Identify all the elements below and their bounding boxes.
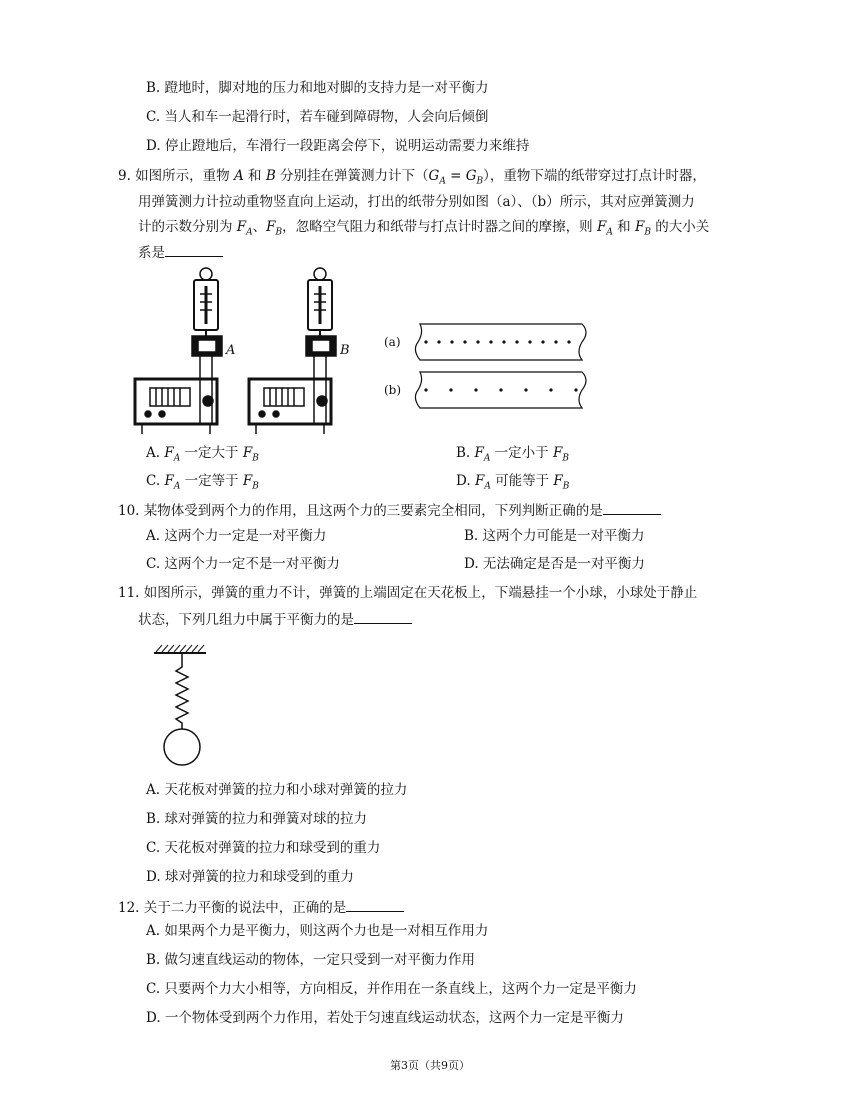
spring-coil — [176, 653, 188, 729]
q9-option-b: B. $F_A$ 一定小于 $F_B$ — [456, 445, 569, 464]
label-a: A — [226, 343, 236, 358]
answer-blank — [346, 897, 404, 912]
q9-stem-line3: 计的示数分别为 $F_A$、$F_B$，忽略空气阻力和纸带与打点计时器之间的摩擦，则 $F_A$ 和 $F_B$ 的大小关 — [138, 219, 710, 238]
q9-stem-line4: 系是 — [138, 242, 223, 263]
q10-option-b: B. 这两个力可能是一对平衡力 — [464, 528, 645, 544]
q9-stem-line2: 用弹簧测力计拉动重物竖直向上运动，打出的纸带分别如图（a）、（b）所示，其对应弹簧测力 — [138, 194, 695, 210]
q12-option-a: A. 如果两个力是平衡力，则这两个力也是一对相互作用力 — [146, 923, 489, 939]
apparatus-b — [249, 268, 336, 434]
q11-option-a: A. 天花板对弹簧的拉力和小球对弹簧的拉力 — [146, 782, 408, 798]
tape-b-dots — [424, 388, 577, 391]
answer-blank — [354, 609, 412, 624]
q9-option-d: D. $F_A$ 可能等于 $F_B$ — [456, 473, 570, 492]
answer-blank — [603, 500, 661, 515]
q8-option-b: B. 蹬地时，脚对地的压力和地对脚的支持力是一对平衡力 — [146, 80, 489, 96]
tape-a — [415, 324, 586, 360]
tape-a-label: (a) — [384, 335, 401, 349]
q8-option-c: C. 当人和车一起滑行时，若车碰到障碍物，人会向后倾倒 — [146, 109, 489, 125]
ball — [164, 729, 200, 765]
answer-blank — [165, 242, 223, 257]
q9-stem-line1: 9. 如图所示，重物 A 和 B 分别挂在弹簧测力计下$(G_A = G_B)$，重物下端的纸带穿过打点计时器， — [118, 168, 706, 187]
page-footer: 第3页（共9页） — [390, 1059, 470, 1072]
q11-option-d: D. 球对弹簧的拉力和球受到的重力 — [146, 869, 354, 885]
q8-option-d: D. 停止蹬地后，车滑行一段距离会停下，说明运动需要力来维持 — [146, 138, 530, 154]
tape-a-dots — [424, 340, 570, 343]
q12-option-b: B. 做匀速直线运动的物体，一定只受到一对平衡力作用 — [146, 952, 476, 968]
q12-option-c: C. 只要两个力大小相等，方向相反，并作用在一条直线上，这两个力一定是平衡力 — [146, 981, 637, 997]
apparatus-a — [135, 268, 222, 434]
tape-b-label: (b) — [384, 383, 402, 397]
q12-option-d: D. 一个物体受到两个力作用，若处于匀速直线运动状态，这两个力一定是平衡力 — [146, 1010, 624, 1026]
q10-option-c: C. 这两个力一定不是一对平衡力 — [146, 556, 340, 572]
q11-option-b: B. 球对弹簧的拉力和弹簧对球的拉力 — [146, 811, 368, 827]
q9-option-c: C. $F_A$ 一定等于 $F_B$ — [146, 473, 259, 492]
q9-option-a: A. $F_A$ 一定大于 $F_B$ — [146, 445, 259, 464]
q12-stem: 12. 关于二力平衡的说法中，正确的是 — [118, 897, 404, 918]
q10-option-d: D. 无法确定是否是一对平衡力 — [464, 556, 645, 572]
q11-stem-line2: 状态，下列几组力中属于平衡力的是 — [138, 609, 412, 630]
q10-stem: 10. 某物体受到两个力的作用，且这两个力的三要素完全相同，下列判断正确的是 — [118, 500, 661, 521]
q9-tape-figure — [382, 322, 597, 410]
ceiling-hatch — [156, 645, 204, 652]
q11-option-c: C. 天花板对弹簧的拉力和球受到的重力 — [146, 840, 381, 856]
q10-option-a: A. 这两个力一定是一对平衡力 — [146, 528, 327, 544]
q9-equation: $G_A = G_B$ — [428, 168, 484, 187]
q11-stem-line1: 11. 如图所示，弹簧的重力不计，弹簧的上端固定在天花板上，下端悬挂一个小球，小球处于静止 — [118, 585, 698, 601]
label-b: B — [340, 343, 350, 358]
q11-spring-ball-figure — [150, 643, 210, 773]
q9-apparatus-figure — [130, 264, 350, 444]
